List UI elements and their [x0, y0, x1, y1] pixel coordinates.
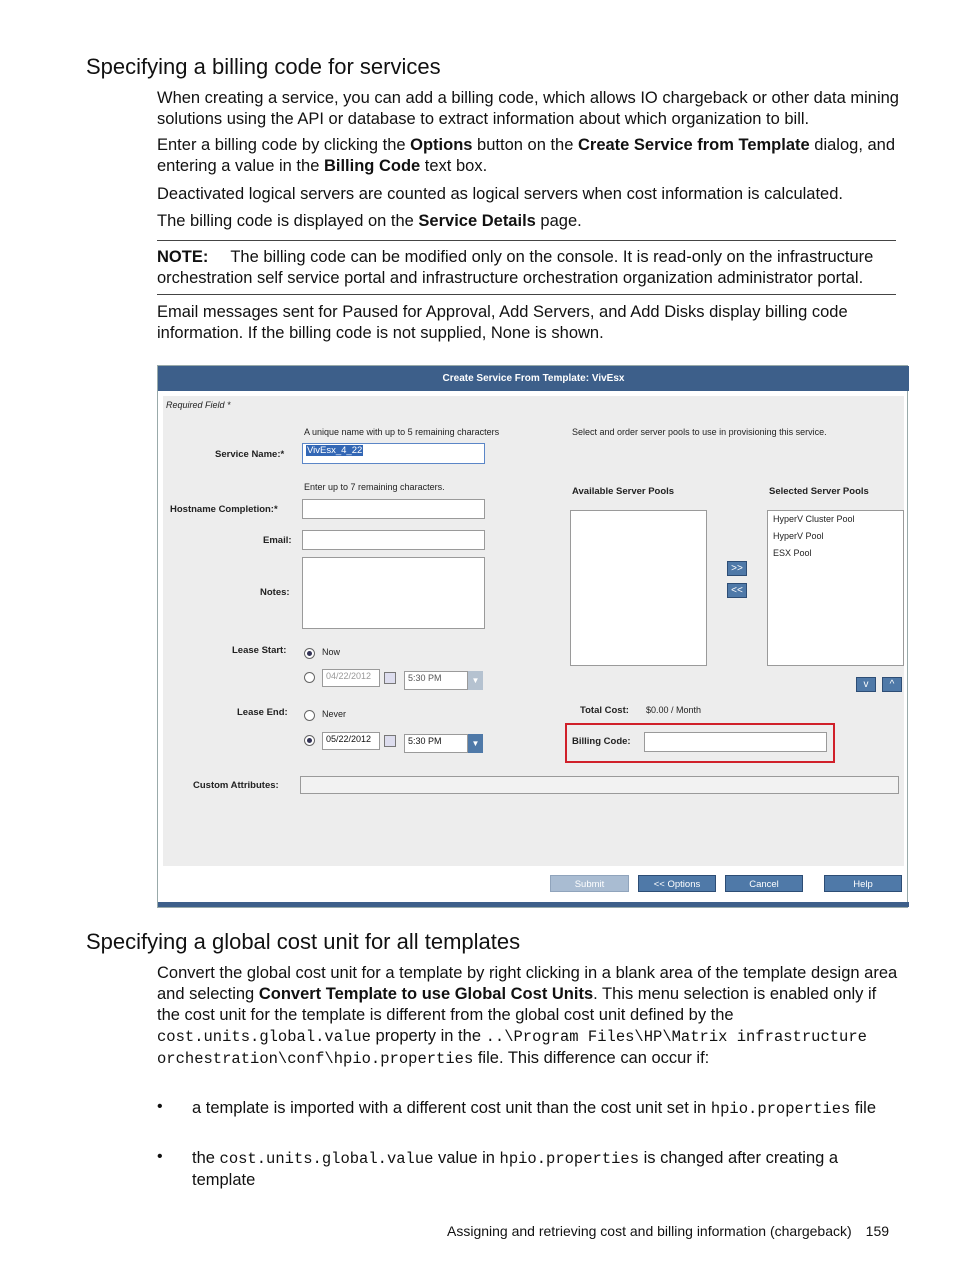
- bullet-marker: •: [157, 1098, 163, 1115]
- dialog-body: [163, 396, 904, 866]
- notes-textarea[interactable]: [302, 557, 485, 629]
- list-item[interactable]: HyperV Pool: [773, 531, 824, 541]
- move-down-button[interactable]: v: [856, 677, 876, 692]
- lease-start-date-radio[interactable]: [304, 672, 315, 683]
- paragraph-intro: When creating a service, you can add a billing code, which allows IO chargeback or other data mining solutions using the API or database to extract information about which organization to bill.: [157, 89, 899, 128]
- lease-start-time-select[interactable]: 5:30 PM: [404, 671, 468, 690]
- lease-end-time-select[interactable]: 5:30 PM: [404, 734, 468, 753]
- cancel-button[interactable]: Cancel: [725, 875, 803, 892]
- available-pools-label: Available Server Pools: [572, 486, 675, 497]
- add-pool-button[interactable]: >>: [727, 561, 747, 576]
- bullet-marker: •: [157, 1148, 163, 1165]
- email-label: Email:: [263, 535, 292, 546]
- help-button[interactable]: Help: [824, 875, 902, 892]
- paragraph-enter-billing-code: Enter a billing code by clicking the Options button on the Create Service from Template dialog, and entering a value in the Billing Code text box.: [157, 136, 896, 175]
- lease-start-date-input[interactable]: 04/22/2012: [322, 669, 380, 687]
- page-footer: [447, 1223, 889, 1239]
- note: NOTE: The billing code can be modified only on the console. It is read-only on the infrastructure orchestration self service portal and infrastructure orchestration organization administrator portal.: [157, 248, 874, 287]
- bullet-item-changed: the cost.units.global.value value in hpio.properties is changed after creating a template: [192, 1149, 839, 1189]
- chevron-down-icon[interactable]: ▼: [468, 734, 483, 753]
- remove-pool-button[interactable]: <<: [727, 583, 747, 598]
- chevron-down-icon[interactable]: ▼: [468, 671, 483, 690]
- selected-pools-list[interactable]: [767, 510, 904, 666]
- create-service-dialog: [157, 365, 908, 908]
- paragraph-service-details: The billing code is displayed on the Service Details page.: [157, 212, 582, 230]
- pools-hint: Select and order server pools to use in provisioning this service.: [572, 427, 827, 437]
- total-cost-value: $0.00 / Month: [646, 705, 702, 715]
- selected-pools-label: Selected Server Pools: [769, 486, 869, 497]
- lease-end-date-radio[interactable]: [304, 735, 315, 746]
- service-name-input[interactable]: VivEsx_4_22: [302, 443, 485, 464]
- bullet-item-imported: a template is imported with a different cost unit than the cost unit set in hpio.properties file: [192, 1099, 877, 1118]
- billing-code-input[interactable]: [644, 732, 827, 752]
- section-heading-billing-code: Specifying a billing code for services: [86, 54, 441, 79]
- custom-attributes-field[interactable]: [300, 776, 899, 794]
- footer-text: Assigning and retrieving cost and billing information (chargeback): [447, 1223, 852, 1239]
- notes-label: Notes:: [260, 587, 290, 598]
- dialog-title: Create Service From Template: VivEsx: [158, 366, 909, 391]
- calendar-icon[interactable]: [384, 735, 396, 747]
- lease-end-date-input[interactable]: 05/22/2012: [322, 732, 380, 750]
- dialog-bottom-bar: [158, 902, 909, 907]
- lease-start-label: Lease Start:: [232, 645, 287, 656]
- list-item[interactable]: HyperV Cluster Pool: [773, 514, 855, 524]
- hostname-label: Hostname Completion:*: [170, 504, 278, 515]
- options-button[interactable]: << Options: [638, 875, 716, 892]
- paragraph-deactivated: Deactivated logical servers are counted as logical servers when cost information is calculated.: [157, 185, 843, 203]
- calendar-icon[interactable]: [384, 672, 396, 684]
- custom-attributes-label: Custom Attributes:: [193, 780, 279, 791]
- hostname-hint: Enter up to 7 remaining characters.: [304, 482, 445, 492]
- note-bottom-rule: [157, 294, 896, 295]
- lease-start-now-radio[interactable]: [304, 648, 315, 659]
- required-field-note: Required Field *: [166, 400, 231, 410]
- page-number: 159: [865, 1223, 890, 1239]
- list-item[interactable]: ESX Pool: [773, 548, 812, 558]
- billing-code-label: Billing Code:: [572, 736, 631, 747]
- section-heading-global-cost-unit: Specifying a global cost unit for all templates: [86, 929, 521, 954]
- paragraph-email-messages: Email messages sent for Paused for Approval, Add Servers, and Add Disks display billing code information. If the billing code is not supplied, None is shown.: [157, 303, 848, 342]
- move-up-button[interactable]: ^: [882, 677, 902, 692]
- submit-button[interactable]: Submit: [550, 875, 629, 892]
- lease-end-never-radio[interactable]: [304, 710, 315, 721]
- email-input[interactable]: [302, 530, 485, 550]
- lease-end-never-label: Never: [322, 709, 347, 719]
- service-name-hint: A unique name with up to 5 remaining characters: [304, 427, 500, 437]
- paragraph-convert-template: Convert the global cost unit for a template by right clicking in a blank area of the template design area and selecting Convert Template to use Global Cost Units. This menu selection is enabled only if the cost unit for the template is different from the global cost unit defined by the cost.units.global.value property in the ..\Program Files\HP\Matrix infrastructure orchestration\conf\hpio.properties file. This difference can occur if:: [157, 964, 898, 1068]
- lease-end-label: Lease End:: [237, 707, 288, 718]
- note-top-rule: [157, 240, 896, 241]
- lease-start-now-label: Now: [322, 647, 341, 657]
- total-cost-label: Total Cost:: [580, 705, 629, 716]
- available-pools-list[interactable]: [570, 510, 707, 666]
- service-name-label: Service Name:*: [215, 449, 285, 460]
- hostname-input[interactable]: [302, 499, 485, 519]
